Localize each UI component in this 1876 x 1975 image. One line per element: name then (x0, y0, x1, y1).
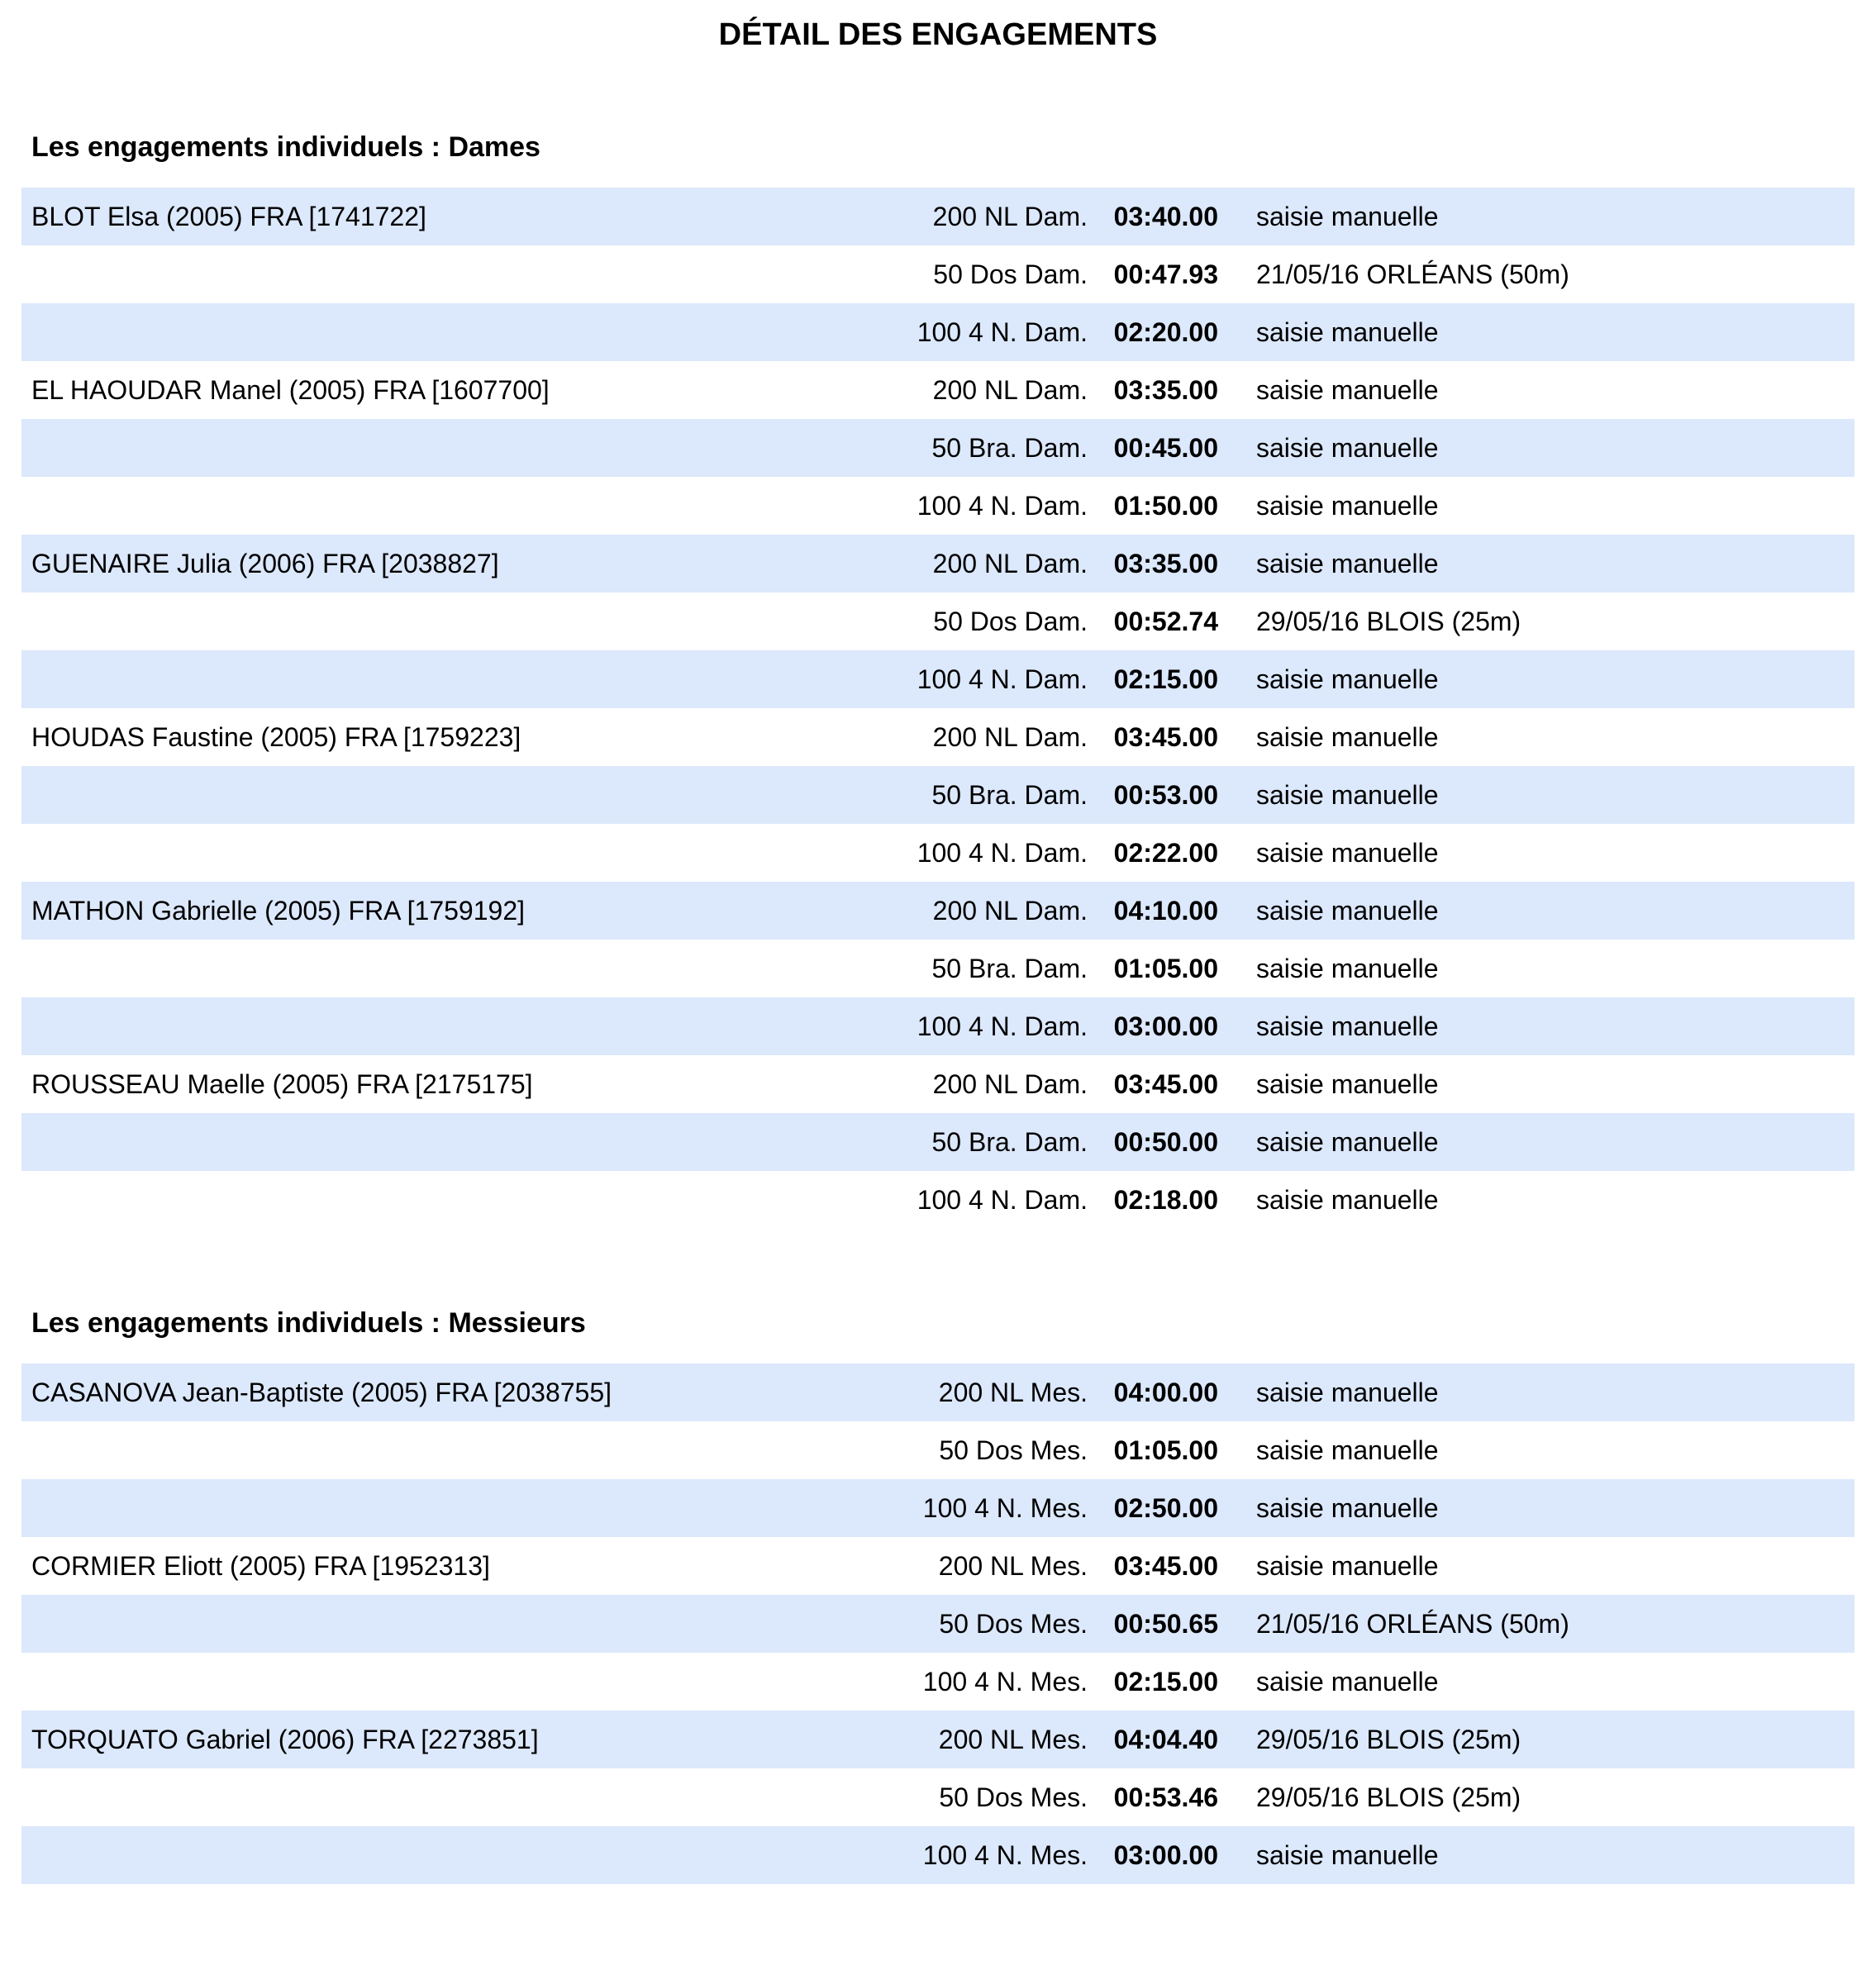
swimmer-name: MATHON Gabrielle (2005) FRA [1759192] (31, 896, 525, 926)
event-name: 100 4 N. Dam. (917, 664, 1088, 694)
event-name: 100 4 N. Mes. (922, 1840, 1088, 1870)
table-row (21, 766, 1855, 824)
time-source: saisie manuelle (1256, 838, 1439, 868)
table-row (21, 997, 1855, 1055)
table-row (21, 940, 1855, 997)
time-source: saisie manuelle (1256, 780, 1439, 810)
event-name: 200 NL Dam. (932, 896, 1088, 926)
entry-time: 01:05.00 (1113, 954, 1218, 983)
table-row (21, 708, 1855, 766)
table-row (21, 245, 1855, 303)
event-name: 100 4 N. Dam. (917, 491, 1088, 521)
page-title: DÉTAIL DES ENGAGEMENTS (718, 17, 1158, 52)
entry-time: 00:45.00 (1113, 433, 1218, 463)
table-row (21, 882, 1855, 940)
event-name: 50 Dos Dam. (933, 259, 1088, 289)
table-row (21, 1711, 1855, 1768)
entry-time: 00:47.93 (1113, 259, 1218, 289)
swimmer-name: BLOT Elsa (2005) FRA [1741722] (31, 202, 426, 231)
entry-time: 03:45.00 (1113, 722, 1218, 752)
event-name: 50 Bra. Dam. (931, 780, 1088, 810)
entry-time: 04:10.00 (1113, 896, 1218, 926)
table-row (21, 1363, 1855, 1421)
event-name: 200 NL Mes. (938, 1378, 1088, 1407)
time-source: saisie manuelle (1256, 375, 1439, 405)
section-heading-dames: Les engagements individuels : Dames (31, 131, 540, 163)
entry-time: 00:50.00 (1113, 1127, 1218, 1157)
event-name: 50 Dos Mes. (939, 1609, 1088, 1639)
event-name: 200 NL Mes. (938, 1551, 1088, 1581)
swimmer-name: EL HAOUDAR Manel (2005) FRA [1607700] (31, 375, 550, 405)
event-name: 200 NL Mes. (938, 1725, 1088, 1754)
entry-time: 03:00.00 (1113, 1840, 1218, 1870)
time-source: saisie manuelle (1256, 896, 1439, 926)
table-row (21, 477, 1855, 535)
time-source: saisie manuelle (1256, 1069, 1439, 1099)
table-row (21, 1595, 1855, 1653)
entry-time: 03:35.00 (1113, 549, 1218, 578)
time-source: saisie manuelle (1256, 549, 1439, 578)
swimmer-name: ROUSSEAU Maelle (2005) FRA [2175175] (31, 1069, 533, 1099)
table-row (21, 1171, 1855, 1229)
time-source: 21/05/16 ORLÉANS (50m) (1256, 1609, 1569, 1639)
time-source: saisie manuelle (1256, 664, 1439, 694)
entry-time: 00:53.46 (1113, 1782, 1218, 1812)
table-row (21, 1826, 1855, 1884)
event-name: 100 4 N. Dam. (917, 838, 1088, 868)
table-row (21, 1653, 1855, 1711)
section-heading-messieurs: Les engagements individuels : Messieurs (31, 1307, 586, 1339)
entry-time: 02:15.00 (1113, 664, 1218, 694)
table-row (21, 592, 1855, 650)
time-source: saisie manuelle (1256, 1185, 1439, 1215)
entry-time: 03:00.00 (1113, 1011, 1218, 1041)
entry-time: 02:50.00 (1113, 1493, 1218, 1523)
event-name: 100 4 N. Dam. (917, 317, 1088, 347)
entry-time: 03:40.00 (1113, 202, 1218, 231)
entry-time: 01:05.00 (1113, 1435, 1218, 1465)
event-name: 200 NL Dam. (932, 549, 1088, 578)
swimmer-name: CORMIER Eliott (2005) FRA [1952313] (31, 1551, 490, 1581)
event-name: 50 Dos Mes. (939, 1435, 1088, 1465)
swimmer-name: TORQUATO Gabriel (2006) FRA [2273851] (31, 1725, 539, 1754)
entry-time: 03:45.00 (1113, 1551, 1218, 1581)
event-name: 200 NL Dam. (932, 722, 1088, 752)
table-row (21, 419, 1855, 477)
entry-time: 02:22.00 (1113, 838, 1218, 868)
entry-time: 04:04.40 (1113, 1725, 1218, 1754)
time-source: saisie manuelle (1256, 1127, 1439, 1157)
time-source: 29/05/16 BLOIS (25m) (1256, 1725, 1521, 1754)
table-row (21, 824, 1855, 882)
table-row (21, 1055, 1855, 1113)
event-name: 50 Dos Dam. (933, 607, 1088, 636)
table-row (21, 1113, 1855, 1171)
time-source: saisie manuelle (1256, 491, 1439, 521)
time-source: saisie manuelle (1256, 433, 1439, 463)
time-source: saisie manuelle (1256, 317, 1439, 347)
table-row (21, 188, 1855, 245)
event-name: 100 4 N. Mes. (922, 1667, 1088, 1697)
entry-time: 02:18.00 (1113, 1185, 1218, 1215)
entry-time: 02:15.00 (1113, 1667, 1218, 1697)
event-name: 100 4 N. Dam. (917, 1011, 1088, 1041)
entry-time: 03:45.00 (1113, 1069, 1218, 1099)
time-source: saisie manuelle (1256, 1435, 1439, 1465)
table-row (21, 1421, 1855, 1479)
entry-time: 00:52.74 (1113, 607, 1218, 636)
time-source: saisie manuelle (1256, 722, 1439, 752)
entry-time: 02:20.00 (1113, 317, 1218, 347)
event-name: 200 NL Dam. (932, 1069, 1088, 1099)
time-source: saisie manuelle (1256, 954, 1439, 983)
time-source: 21/05/16 ORLÉANS (50m) (1256, 259, 1569, 289)
entries-table-messieurs (21, 1363, 1855, 1884)
event-name: 50 Bra. Dam. (931, 1127, 1088, 1157)
event-name: 200 NL Dam. (932, 375, 1088, 405)
time-source: saisie manuelle (1256, 202, 1439, 231)
time-source: saisie manuelle (1256, 1840, 1439, 1870)
time-source: saisie manuelle (1256, 1378, 1439, 1407)
table-row (21, 1479, 1855, 1537)
swimmer-name: GUENAIRE Julia (2006) FRA [2038827] (31, 549, 499, 578)
swimmer-name: CASANOVA Jean-Baptiste (2005) FRA [2038755] (31, 1378, 612, 1407)
time-source: saisie manuelle (1256, 1667, 1439, 1697)
time-source: 29/05/16 BLOIS (25m) (1256, 1782, 1521, 1812)
time-source: 29/05/16 BLOIS (25m) (1256, 607, 1521, 636)
entry-time: 01:50.00 (1113, 491, 1218, 521)
event-name: 100 4 N. Mes. (922, 1493, 1088, 1523)
swimmer-name: HOUDAS Faustine (2005) FRA [1759223] (31, 722, 521, 752)
entry-time: 00:50.65 (1113, 1609, 1218, 1639)
time-source: saisie manuelle (1256, 1551, 1439, 1581)
event-name: 50 Bra. Dam. (931, 433, 1088, 463)
table-row (21, 650, 1855, 708)
entry-time: 03:35.00 (1113, 375, 1218, 405)
event-name: 50 Dos Mes. (939, 1782, 1088, 1812)
table-row (21, 1768, 1855, 1826)
table-row (21, 1537, 1855, 1595)
event-name: 200 NL Dam. (932, 202, 1088, 231)
table-row (21, 361, 1855, 419)
table-row (21, 535, 1855, 592)
event-name: 100 4 N. Dam. (917, 1185, 1088, 1215)
entry-time: 00:53.00 (1113, 780, 1218, 810)
time-source: saisie manuelle (1256, 1493, 1439, 1523)
table-row (21, 303, 1855, 361)
time-source: saisie manuelle (1256, 1011, 1439, 1041)
event-name: 50 Bra. Dam. (931, 954, 1088, 983)
entries-table-dames (21, 188, 1855, 1229)
entry-time: 04:00.00 (1113, 1378, 1218, 1407)
